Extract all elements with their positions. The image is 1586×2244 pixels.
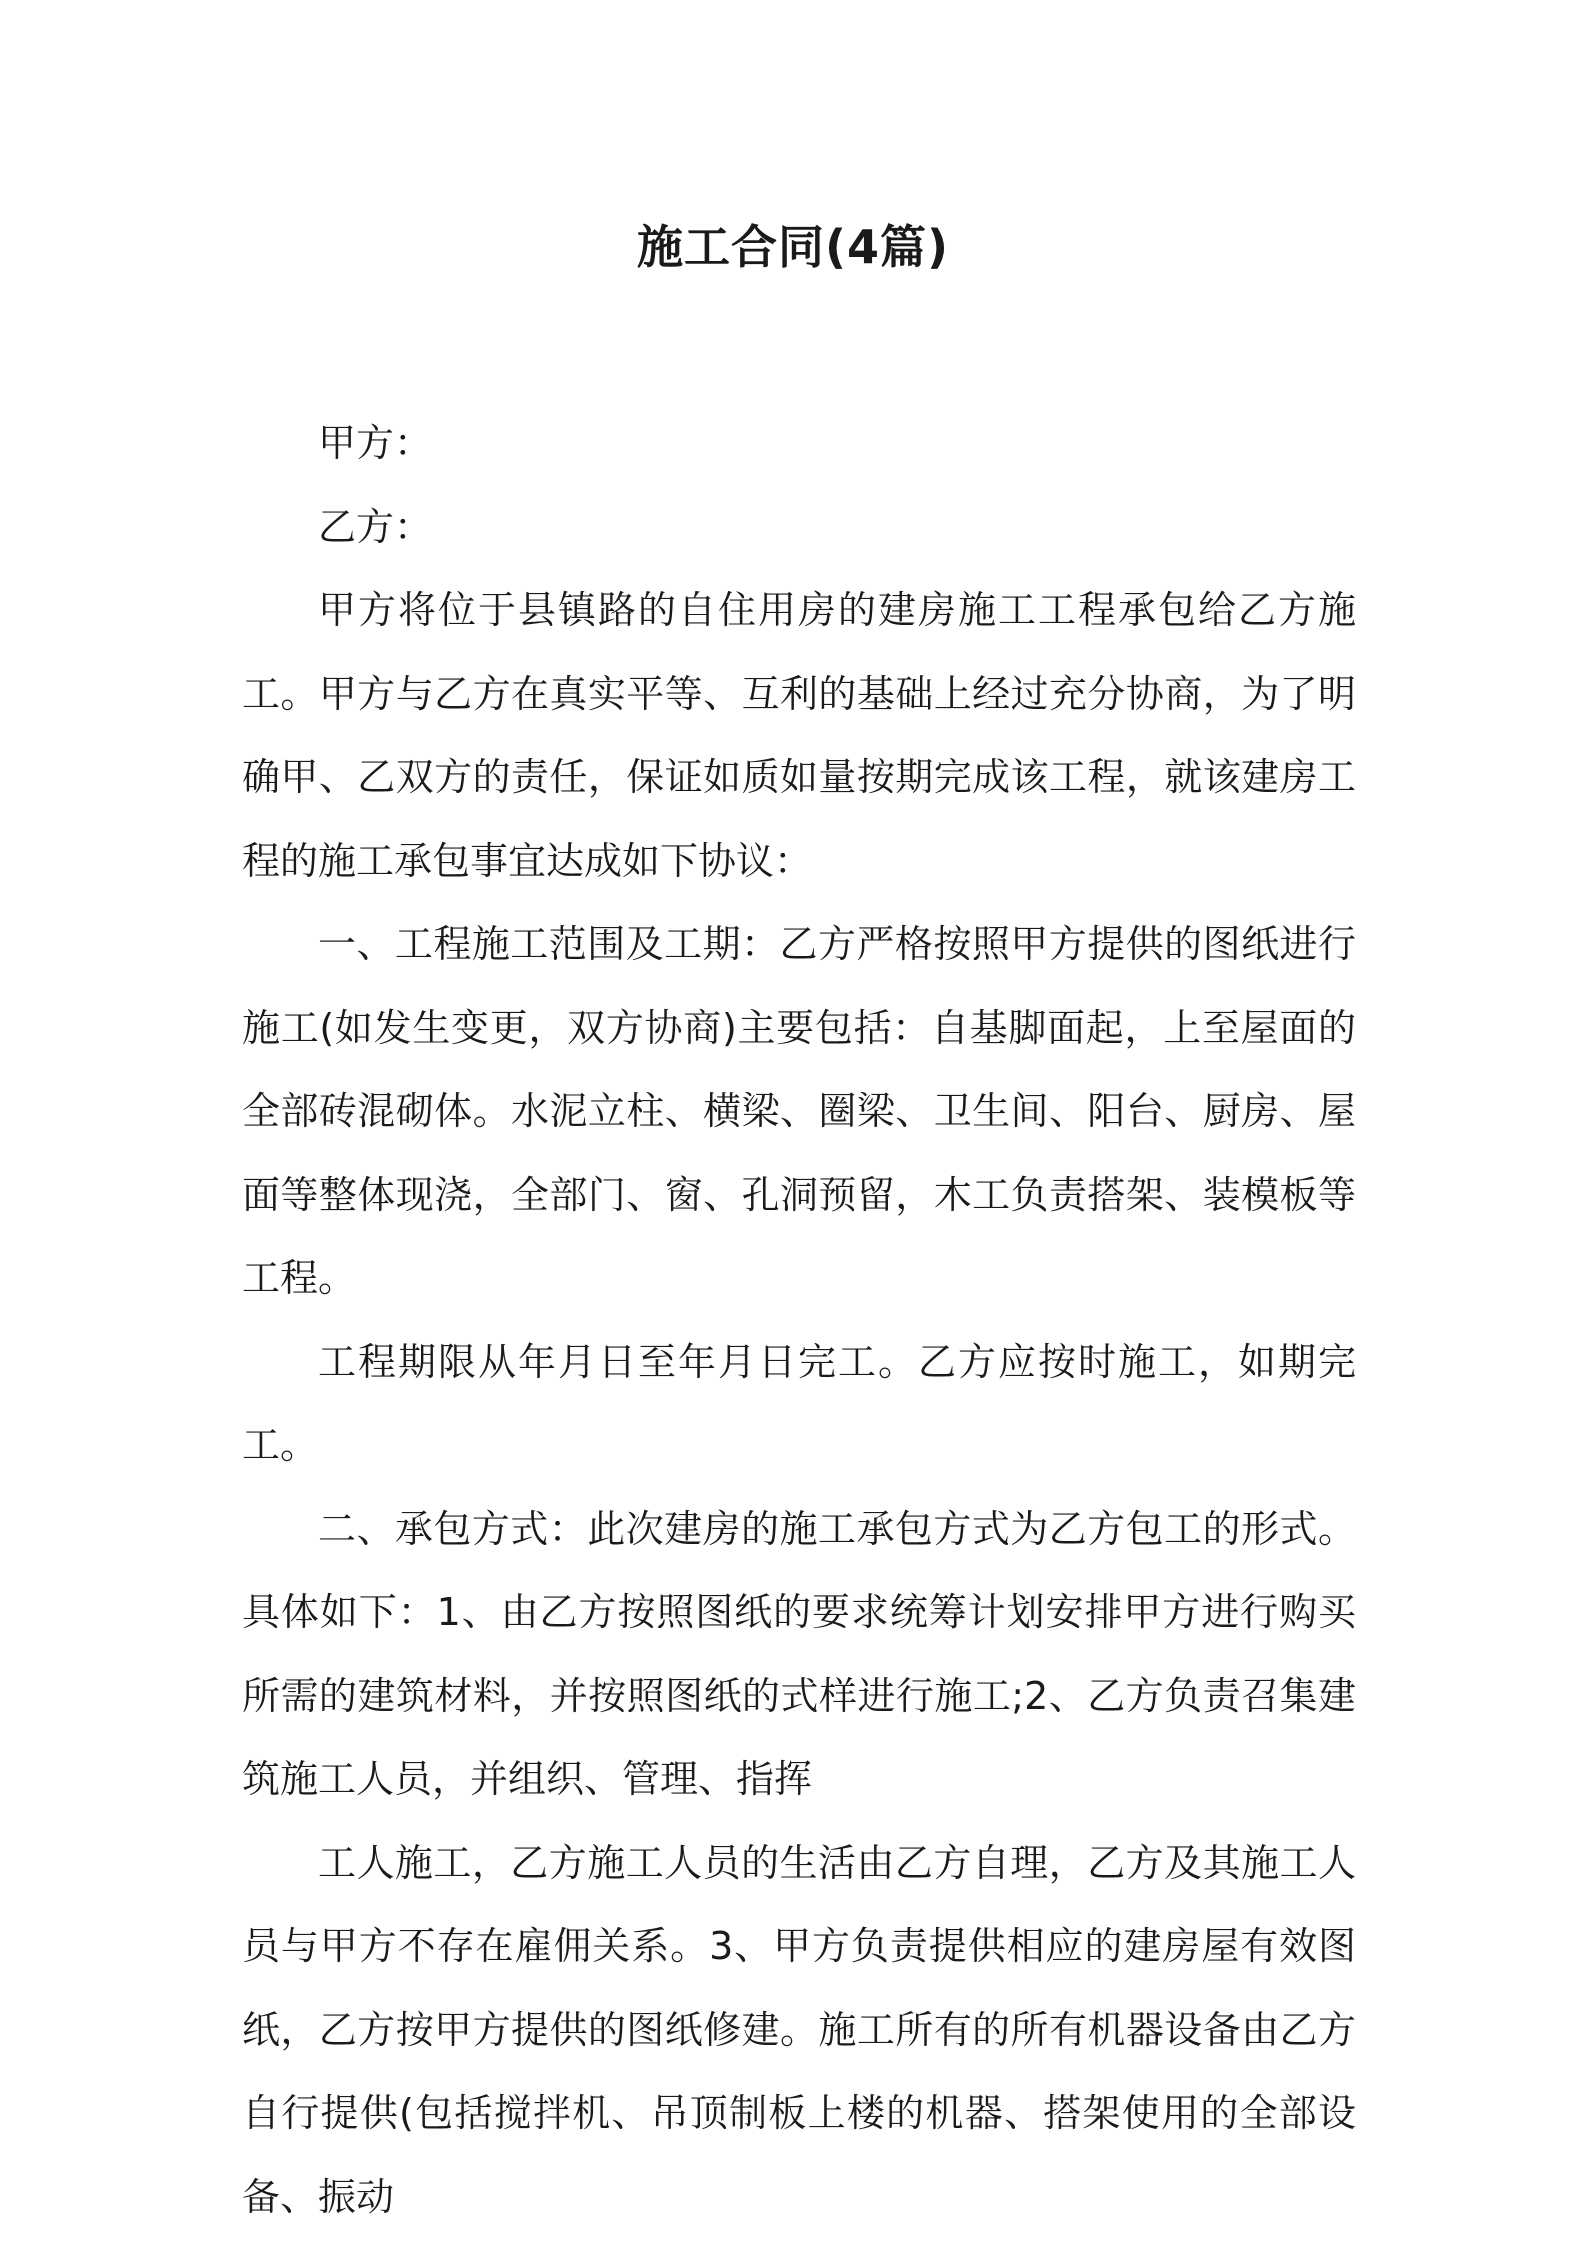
intro-paragraph: 甲方将位于县镇路的自住用房的建房施工工程承包给乙方施工。甲方与乙方在真实平等、互利的基础上经过充分协商，为了明确甲、乙双方的责任，保证如质如量按期完成该工程，就该建房工程的施工承包事宜达成如下协议： [242, 588, 1356, 883]
clause-2-paragraph: 二、承包方式：此次建房的施工承包方式为乙方包工的形式。具体如下：1、由乙方按照图纸的要求统筹计划安排甲方进行购买所需的建筑材料，并按照图纸的式样进行施工;2、乙方负责召集建筑施工人员，并组织、管理、指挥 [242, 1506, 1356, 1801]
party-b-line: 乙方： [318, 504, 433, 549]
schedule-paragraph: 工程期限从年月日至年月日完工。乙方应按时施工，如期完工。 [242, 1339, 1356, 1467]
clause-1-paragraph: 一、工程施工范围及工期：乙方严格按照甲方提供的图纸进行施工(如发生变更，双方协商)主要包括：自基脚面起，上至屋面的全部砖混砌体。水泥立柱、横梁、圈梁、卫生间、阳台、厨房、屋面等整体现浇，全部门、窗、孔洞预留，木工负责搭架、装模板等工程。 [242, 922, 1356, 1300]
document-body [242, 402, 1356, 2239]
document-title: 施工合同(4篇) [636, 220, 950, 274]
party-a-line: 甲方： [318, 421, 433, 465]
workers-paragraph: 工人施工，乙方施工人员的生活由乙方自理，乙方及其施工人员与甲方不存在雇佣关系。3、甲方负责提供相应的建房屋有效图纸，乙方按甲方提供的图纸修建。施工所有的所有机器设备由乙方自行提供(包括搅拌机、吊顶制板上楼的机器、搭架使用的全部设备、振动 [242, 1840, 1356, 2219]
